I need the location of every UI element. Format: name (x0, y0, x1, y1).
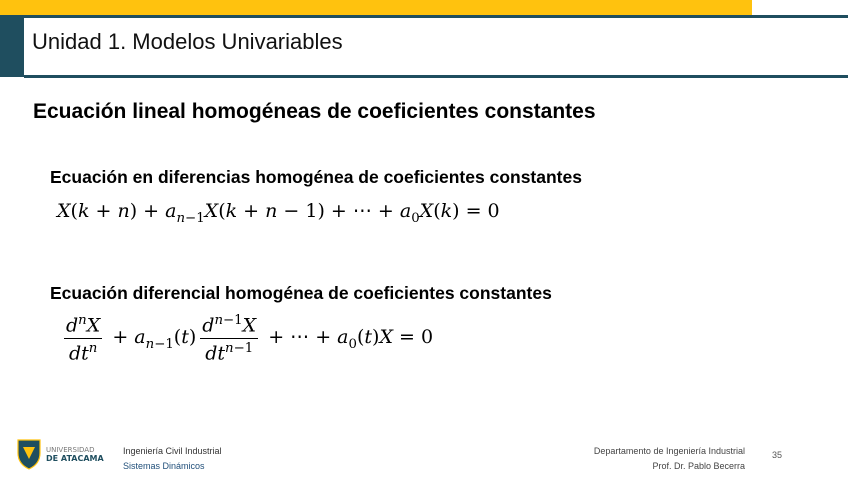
header-side-block (0, 18, 24, 77)
fraction-nth-derivative: $\frac{d^nX}{dt^n}$ (66, 313, 101, 365)
difference-equation-heading: Ecuación en diferencias homogénea de coeficientes constantes (50, 167, 582, 187)
differential-equation-heading: Ecuación diferencial homogénea de coeficientes constantes (50, 283, 552, 303)
course-name: Sistemas Dinámicos (123, 461, 205, 471)
svg-text:DE ATACAMA: DE ATACAMA (46, 454, 104, 463)
header-accent-bar (0, 0, 752, 15)
fraction-n-minus-1-derivative: $\frac{d^{n-1}X}{dt^{n-1}}$ (202, 313, 257, 365)
department-name: Departamento de Ingeniería Industrial (593, 446, 745, 456)
page-number: 35 (772, 450, 783, 460)
unit-title: Unidad 1. Modelos Univariables (32, 29, 343, 54)
header-divider (24, 75, 848, 78)
slide-title: Ecuación lineal homogéneas de coeficientes constantes (33, 100, 596, 123)
differential-equation: $\frac{d^nX}{dt^n}$ + $a_{n-1}(t)$ $\frac{d^{n-1}X}{dt^{n-1}}$ + ⋯ + $a_0(t)X = 0$ (66, 313, 434, 365)
footer-department-info (594, 444, 745, 474)
professor-name: Prof. Dr. Pablo Becerra (652, 461, 745, 471)
program-name: Ingeniería Civil Industrial (123, 446, 222, 456)
header-dark-bar (0, 15, 848, 18)
footer-course-info (123, 444, 222, 474)
university-logo (14, 437, 110, 471)
difference-equation: $X(k + n) + a_{n-1}X(k + n - 1)$ + ⋯ + $a_0X(k) = 0$ (57, 200, 500, 226)
svg-text:UNIVERSIDAD: UNIVERSIDAD (46, 446, 95, 454)
